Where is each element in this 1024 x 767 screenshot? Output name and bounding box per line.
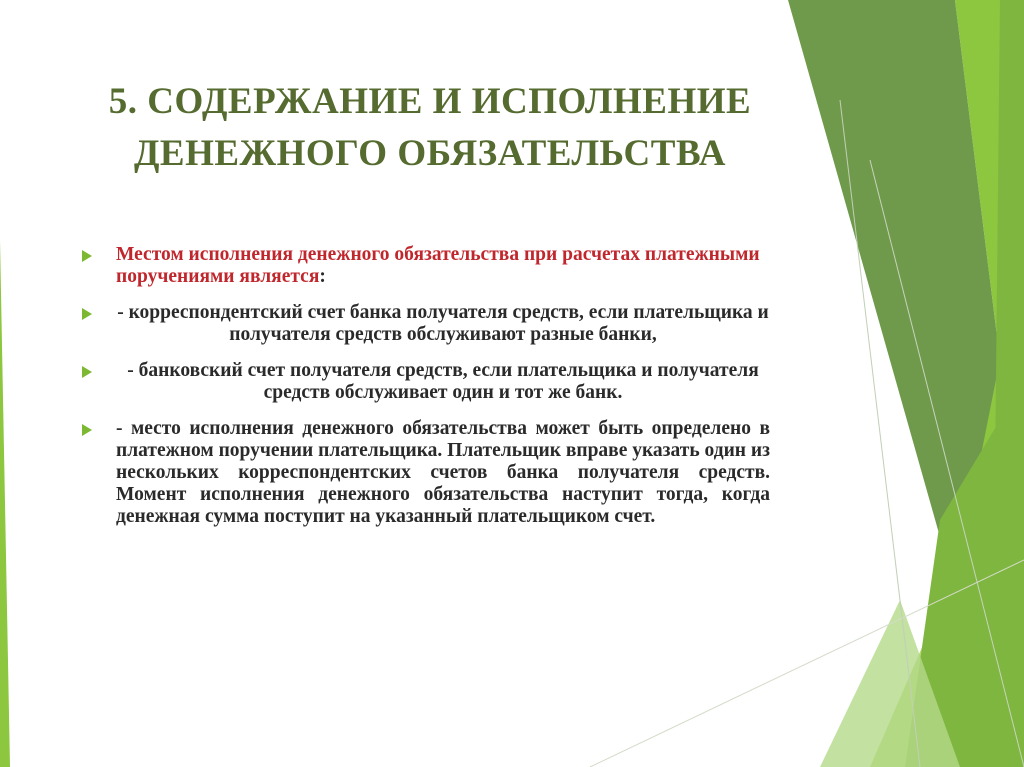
triangle-right-bullet-icon xyxy=(82,424,92,436)
triangle-right-bullet-icon xyxy=(82,250,92,262)
bullet-item-4 xyxy=(78,418,770,528)
bullet-2-text: - корреспондентский счет банка получателя средств, если плательщика и получателя средств обслуживают разные банки, xyxy=(117,302,769,345)
bullet-1-text: : xyxy=(319,266,326,287)
bullet-item-2 xyxy=(78,302,770,346)
bullet-3-text: - банковский счет получателя средств, если плательщика и получателя средств обслуживает один и тот же банк. xyxy=(127,360,759,403)
bullet-1-highlight: Местом исполнения денежного обязательства при расчетах платежными поручениями является xyxy=(116,244,760,287)
bullet-item-1 xyxy=(78,244,770,288)
bullet-4-text: - место исполнения денежного обязательства может быть определено в платежном поручении плательщика. Плательщик вправе указать один из нескольких корреспондентских счетов банка получателя средств. Момент исполнения денежного обязательства наступит тогда, когда денежная сумма поступит на указанный плательщиком счет. xyxy=(116,418,770,527)
slide-title-line-2: ДЕНЕЖНОГО ОБЯЗАТЕЛЬСТВА xyxy=(133,133,727,174)
bullet-list xyxy=(78,244,770,528)
triangle-right-bullet-icon xyxy=(82,308,92,320)
left-green-band xyxy=(0,240,10,767)
slide-title xyxy=(60,76,800,180)
slide-title-line-1: 5. СОДЕРЖАНИЕ И ИСПОЛНЕНИЕ xyxy=(108,81,752,122)
bullet-item-3 xyxy=(78,360,770,404)
triangle-right-bullet-icon xyxy=(82,366,92,378)
